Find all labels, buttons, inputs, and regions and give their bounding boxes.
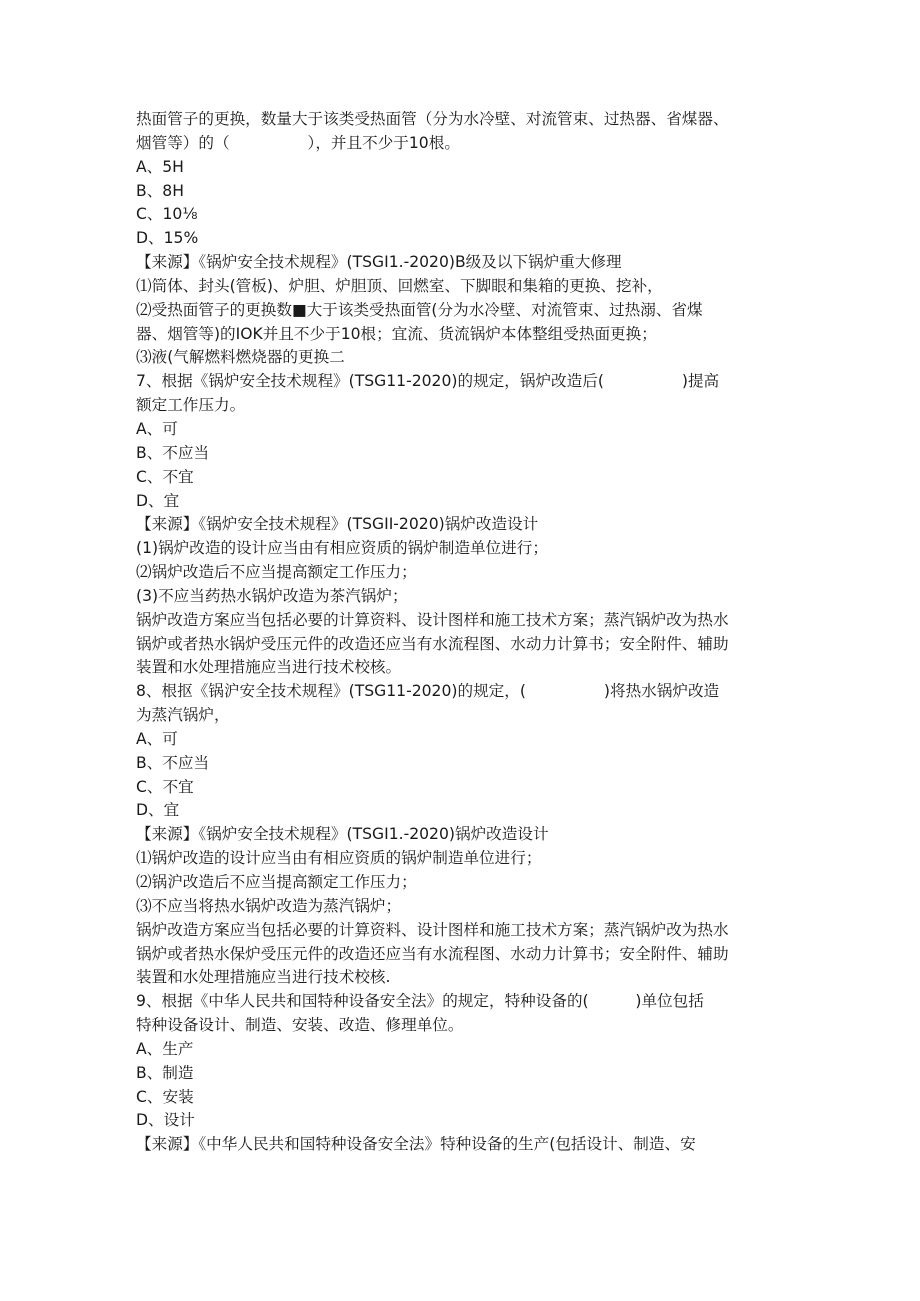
text-line: ⑵受热面管子的更换数■大于该类受热面管(分为水冷壁、对流管束、过热溺、省煤 xyxy=(136,300,703,319)
answer-option: D、设计 xyxy=(136,1111,195,1130)
text-line: ⑵锅炉改造后不应当提高额定工作压力； xyxy=(136,563,417,582)
answer-option: A、可 xyxy=(136,419,178,438)
text-line: 装置和水处理措施应当进行技术校核. xyxy=(136,968,391,987)
text-line: (3)不应当药热水锅炉改造为茶汽锅炉； xyxy=(136,586,408,605)
answer-option: B、8H xyxy=(136,181,184,200)
question-9: 9、根据《中华人民共和国特种设备安全法》的规定，特种设备的( )单位包括 xyxy=(136,992,704,1011)
answer-option: C、不宜 xyxy=(136,467,194,486)
text-line: 锅炉改造方案应当包括必要的计算资料、设计图样和施工技术方案；蒸汽锅炉改为热水 xyxy=(136,610,729,629)
answer-option: C、10⅛ xyxy=(136,205,198,224)
text-line: 装置和水处理措施应当进行技术校核。 xyxy=(136,658,402,677)
question-8-cont: 为蒸汽锅炉， xyxy=(136,706,230,725)
source-line: 【来源】《锅炉安全技术规程》(TSGI1.-2020)B级及以下锅炉重大修理 xyxy=(136,253,622,272)
question-9-cont: 特种设备设计、制造、安装、改造、修理单位。 xyxy=(136,1016,464,1035)
source-line: 【来源】《中华人民共和国特种设备安全法》特种设备的生产(包括设计、制造、安 xyxy=(136,1135,696,1154)
text-line: 锅炉改造方案应当包括必要的计算资料、设计图样和施工技术方案；蒸汽锅炉改为热水 xyxy=(136,920,729,939)
text-line: 热面管子的更换，数量大于该类受热面管（分为水冷壁、对流管束、过热器、省煤器、 xyxy=(136,110,729,128)
document-page xyxy=(136,108,786,1157)
text-line: ⑴锅炉改造的设计应当由有相应资质的锅炉制造单位进行； xyxy=(136,849,542,868)
answer-option: B、不应当 xyxy=(136,753,210,772)
source-line: 【来源】《锅炉安全技术规程》(TSGII-2020)锅炉改造设计 xyxy=(136,515,539,534)
text-line: ⑶液(气解燃料燃烧器的更换二 xyxy=(136,348,345,367)
question-8: 8、根抠《锅沪安全技术规程》(TSG11-2020)的规定，( )将热水锅炉改造 xyxy=(136,682,720,701)
answer-option: C、不宜 xyxy=(136,777,194,796)
answer-option: A、5H xyxy=(136,157,184,176)
question-7-cont: 额定工作压力。 xyxy=(136,396,246,415)
answer-option: B、制造 xyxy=(136,1063,194,1082)
answer-option: A、生产 xyxy=(136,1039,194,1058)
answer-option: D、宜 xyxy=(136,491,180,510)
answer-option: B、不应当 xyxy=(136,443,210,462)
text-line: ⑵锅沪改造后不应当提高额定工作压力； xyxy=(136,873,417,891)
text-line: 锅炉或者热水保炉受压元件的改造还应当有水流程图、水动力计算书；安全附件、辅助 xyxy=(136,944,729,963)
answer-option: C、安装 xyxy=(136,1087,194,1106)
question-7: 7、根据《锅炉安全技术规程》(TSG11-2020)的规定，锅炉改造后( )提高 xyxy=(136,372,720,391)
answer-option: D、15% xyxy=(136,229,199,248)
text-line: ⑶不应当将热水锅炉改造为蒸汽锅炉； xyxy=(136,896,402,915)
text-line: ⑴筒体、封头(管板)、炉胆、炉胆顶、回燃室、下脚眼和集箱的更换、挖补， xyxy=(136,276,663,295)
text-line: 烟管等）的（ ），并且不少于10根。 xyxy=(136,133,460,152)
answer-option: A、可 xyxy=(136,729,178,748)
text-line: 锅炉或者热水锅炉受压元件的改造还应当有水流程图、水动力计算书；安全附件、辅助 xyxy=(136,634,729,653)
answer-option: D、宜 xyxy=(136,801,180,820)
source-line: 【来源】《锅炉安全技术规程》(TSGI1.-2020)锅炉改造设计 xyxy=(136,825,549,844)
text-line: (1)锅炉改造的设计应当由有相应资质的锅炉制造单位进行； xyxy=(136,539,548,558)
text-line: 器、烟管等)的IOK并且不少于10根；宜流、货流锅炉本体整组受热面更换； xyxy=(136,324,657,343)
